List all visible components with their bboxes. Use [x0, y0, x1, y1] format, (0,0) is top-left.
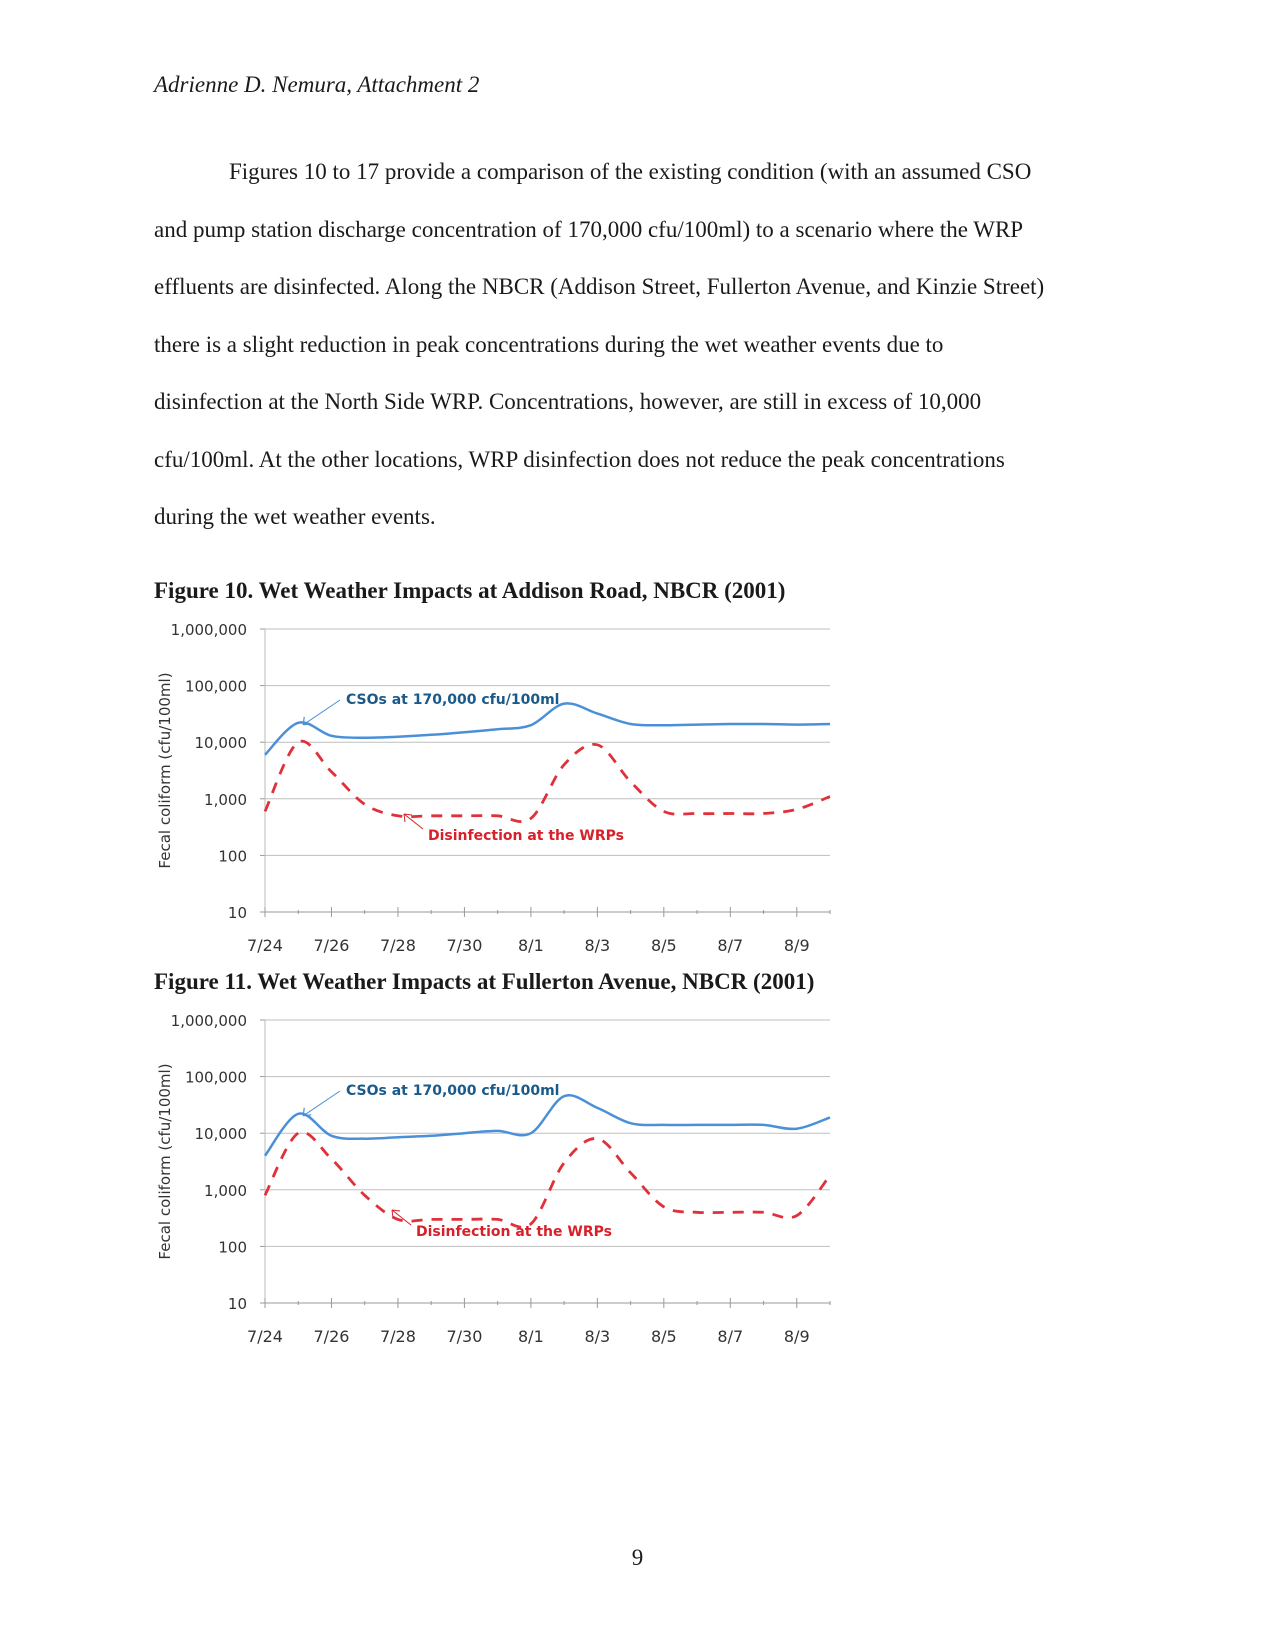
series-line — [265, 1095, 830, 1155]
disinfection-annotation: Disinfection at the WRPs — [428, 828, 624, 844]
y-tick-label: 10,000 — [194, 734, 247, 753]
y-tick-label: 100,000 — [184, 1068, 247, 1087]
y-axis-label: Fecal coliform (cfu/100ml) — [156, 672, 174, 869]
y-tick-label: 10 — [227, 1295, 247, 1313]
y-tick-label: 1,000,000 — [170, 621, 247, 639]
paragraph-line: there is a slight reduction in peak concentrations during the wet weather events due to — [154, 331, 944, 357]
y-tick-label: 10,000 — [194, 1125, 247, 1144]
page-number: 9 — [631, 1545, 644, 1570]
x-tick-label: 7/24 — [247, 1327, 283, 1346]
series-line — [265, 1132, 830, 1227]
paragraph-line: during the wet weather events. — [154, 504, 436, 529]
figure-11-chart — [150, 1003, 890, 1363]
x-tick-label: 8/7 — [717, 936, 744, 955]
x-tick-label: 7/26 — [313, 936, 350, 955]
paragraph-line: disinfection at the North Side WRP. Concentrations, however, are still in excess of 10,000 — [154, 389, 982, 414]
x-tick-label: 8/3 — [584, 936, 611, 955]
running-header: Adrienne D. Nemura, Attachment 2 — [154, 72, 480, 97]
x-tick-label: 8/1 — [518, 1327, 544, 1346]
x-tick-label: 8/5 — [650, 1327, 677, 1346]
x-tick-label: 8/3 — [584, 1327, 611, 1346]
x-tick-label: 7/30 — [446, 1327, 483, 1346]
y-tick-label: 100 — [218, 847, 247, 866]
y-axis-label: Fecal coliform (cfu/100ml) — [156, 1063, 174, 1260]
figure-11-caption: Figure 11. Wet Weather Impacts at Fullerton Avenue, NBCR (2001) — [154, 969, 815, 994]
x-tick-label: 7/28 — [379, 1327, 416, 1346]
y-tick-label: 1,000 — [204, 790, 247, 809]
x-tick-label: 8/1 — [518, 936, 544, 955]
x-tick-label: 8/9 — [783, 1327, 810, 1346]
y-tick-label: 10 — [227, 904, 247, 922]
series-line — [265, 741, 830, 822]
y-tick-label: 1,000 — [204, 1181, 247, 1200]
figure-10-caption: Figure 10. Wet Weather Impacts at Addison Road, NBCR (2001) — [154, 578, 786, 603]
x-tick-label: 7/28 — [379, 936, 416, 955]
x-tick-label: 7/26 — [313, 1327, 350, 1346]
cso-annotation: CSOs at 170,000 cfu/100ml — [346, 1083, 560, 1099]
x-tick-label: 7/24 — [247, 936, 283, 955]
x-tick-label: 8/5 — [650, 936, 677, 955]
paragraph-line: cfu/100ml. At the other locations, WRP disinfection does not reduce the peak concentrations — [154, 446, 1005, 472]
figure-10-chart — [150, 612, 890, 972]
annotation-leader — [303, 700, 340, 725]
annotation-leader — [303, 1091, 340, 1116]
series-line — [265, 703, 830, 754]
disinfection-annotation: Disinfection at the WRPs — [416, 1224, 612, 1240]
x-tick-label: 8/7 — [717, 1327, 744, 1346]
y-tick-label: 100 — [218, 1238, 247, 1257]
x-tick-label: 8/9 — [783, 936, 810, 955]
paragraph-line: effluents are disinfected. Along the NBCR (Addison Street, Fullerton Avenue, and Kinzie Street) — [154, 274, 1045, 299]
y-tick-label: 1,000,000 — [170, 1012, 247, 1030]
paragraph-line: Figures 10 to 17 provide a comparison of the existing condition (with an assumed CSO — [229, 159, 1032, 184]
body-paragraph — [154, 143, 1144, 546]
x-tick-label: 7/30 — [446, 936, 483, 955]
paragraph-line: and pump station discharge concentration of 170,000 cfu/100ml) to a scenario where the WRP — [154, 216, 1024, 242]
cso-annotation: CSOs at 170,000 cfu/100ml — [346, 692, 560, 708]
y-tick-label: 100,000 — [184, 677, 247, 696]
